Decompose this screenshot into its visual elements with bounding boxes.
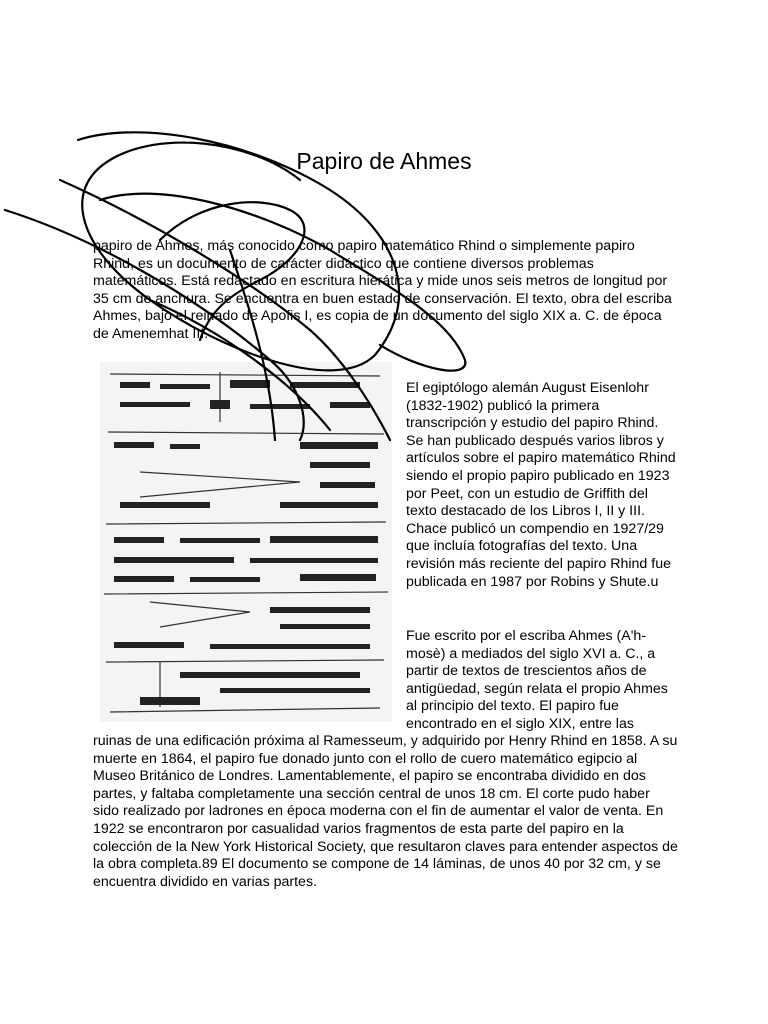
intro-paragraph: papiro de Ahmes, más conocido como papiro matemático Rhind o simplemente papiro Rhind, es un documento de carácter didáctico que contiene diversos problemas matemáticos. Está redactado en escritura hierática y mide unos seis metros de longitud por 35 cm de anchura. Se encuentra en buen estado de conservación. El texto, obra del escriba Ahmes, bajo el reinado de Apofis I, es copia de un documento del siglo XIX a. C. de época de Amenemhat III. bbox=[93, 238, 672, 342]
page-title: Papiro de Ahmes bbox=[296, 148, 472, 174]
papyrus-image bbox=[100, 362, 392, 722]
ahmes-paragraph-continuation: ruinas de una edificación próxima al Ramesseum, y adquirido por Henry Rhind en 1858. A su muerte en 1864, el papiro fue donado junto con el rollo de cuero matemático egipcio al Museo Británico de Londres. Lamentablemente, el papiro se encontraba dividido en dos partes, y faltaba completamente una sección central de unos 18 cm. El corte pudo haber sido realizado por ladrones en época moderna con el fin de aumentar el valor de venta. En 1922 se encontraron por casualidad varios fragmentos de esta parte del papiro en la colección de la New York Historical Society, que resultaron claves para entender aspectos de la obra completa.89 El documento se compone de 14 láminas, de unos 40 por 32 cm, y se encuentra dividido en varias partes. bbox=[93, 733, 678, 890]
ahmes-paragraph-start: Fue escrito por el escriba Ahmes (A'h-mosè) a mediados del siglo XVI a. C., a partir de textos de trescientos años de antigüedad, según relata el propio Ahmes al principio del texto. El papiro fue encontrado en el siglo XIX, entre las bbox=[406, 628, 668, 732]
eisenlohr-paragraph: El egiptólogo alemán August Eisenlohr (1832-1902) publicó la primera transcripción y estudio del papiro Rhind. Se han publicado después varios libros y artículos sobre el papiro matemático Rhind siendo el propio papiro publicado en 1923 por Peet, con un estudio de Griffith del texto destacado de los Libros I, II y III. Chace publicó un compendio en 1927/29 que incluía fotografías del texto. Una revisión más reciente del papiro Rhind fue publicada en 1987 por Robins y Shute.u bbox=[406, 380, 676, 590]
